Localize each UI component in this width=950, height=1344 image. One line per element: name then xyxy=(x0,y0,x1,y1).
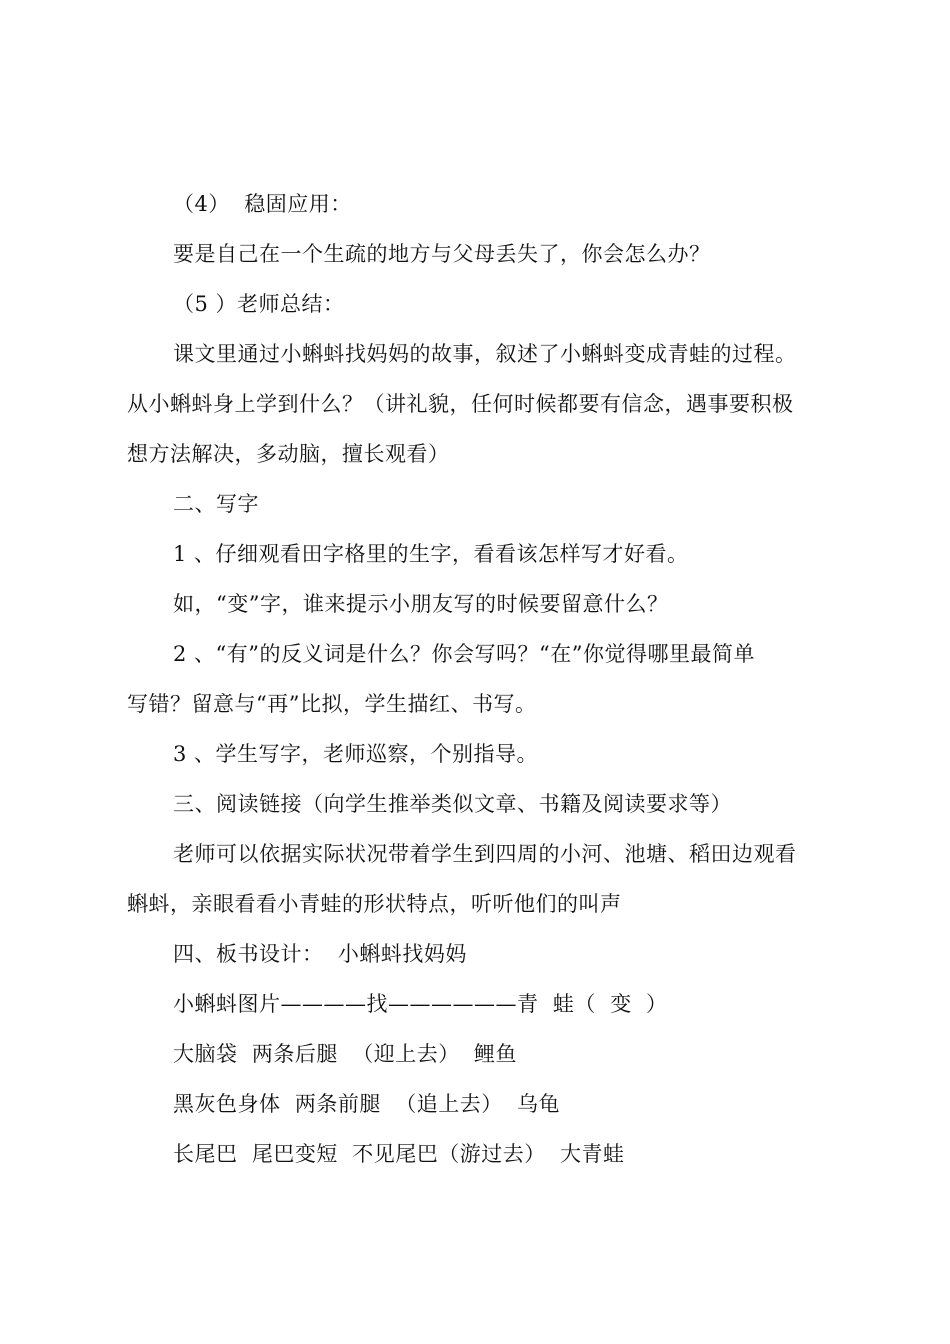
board-line: 大脑袋 两条后腿 （迎上去） 鲤鱼 xyxy=(173,1042,518,1066)
board-line: 长尾巴 尾巴变短 不见尾巴（游过去） 大青蛙 xyxy=(173,1142,625,1166)
text-line: 要是自己在一个生疏的地方与父母丢失了，你会怎么办？ xyxy=(173,242,711,266)
text-line: 老师可以依据实际状况带着学生到四周的小河、池塘、稻田边观看 xyxy=(173,842,797,866)
text-line: （4） 稳固应用： xyxy=(173,192,352,216)
text-line: 蝌蚪，亲眼看看小青蛙的形状特点，听听他们的叫声 xyxy=(127,892,622,916)
text-line: 2 、“有”的反义词是什么？你会写吗？“在”你觉得哪里最简单 xyxy=(173,642,755,666)
text-line: 3 、学生写字，老师巡察，个别指导。 xyxy=(173,742,539,766)
text-line: 写错？留意与“再”比拟，学生描红、书写。 xyxy=(127,692,537,716)
section-heading: 四、板书设计： 小蝌蚪找妈妈 xyxy=(173,942,467,966)
board-line: 黑灰色身体 两条前腿 （追上去） 乌龟 xyxy=(173,1092,561,1116)
text-line: 从小蝌蚪身上学到什么？（讲礼貌，任何时候都要有信念，遇事要积极 xyxy=(127,392,794,416)
section-heading: 三、阅读链接（向学生推举类似文章、书籍及阅读要求等） xyxy=(173,792,732,816)
text-line: （5 ）老师总结： xyxy=(173,292,345,316)
text-line: 1 、仔细观看田字格里的生字，看看该怎样写才好看。 xyxy=(173,542,689,566)
text-line: 想方法解决，多动脑，擅长观看） xyxy=(127,442,450,466)
board-line: 小蝌蚪图片————找——————青 蛙（ 变 ） xyxy=(173,992,668,1016)
section-heading: 二、写字 xyxy=(173,492,259,516)
text-line: 如，“变”字，谁来提示小朋友写的时候要留意什么？ xyxy=(173,592,669,616)
text-line: 课文里通过小蝌蚪找妈妈的故事，叙述了小蝌蚪变成青蛙的过程。 xyxy=(173,342,797,366)
